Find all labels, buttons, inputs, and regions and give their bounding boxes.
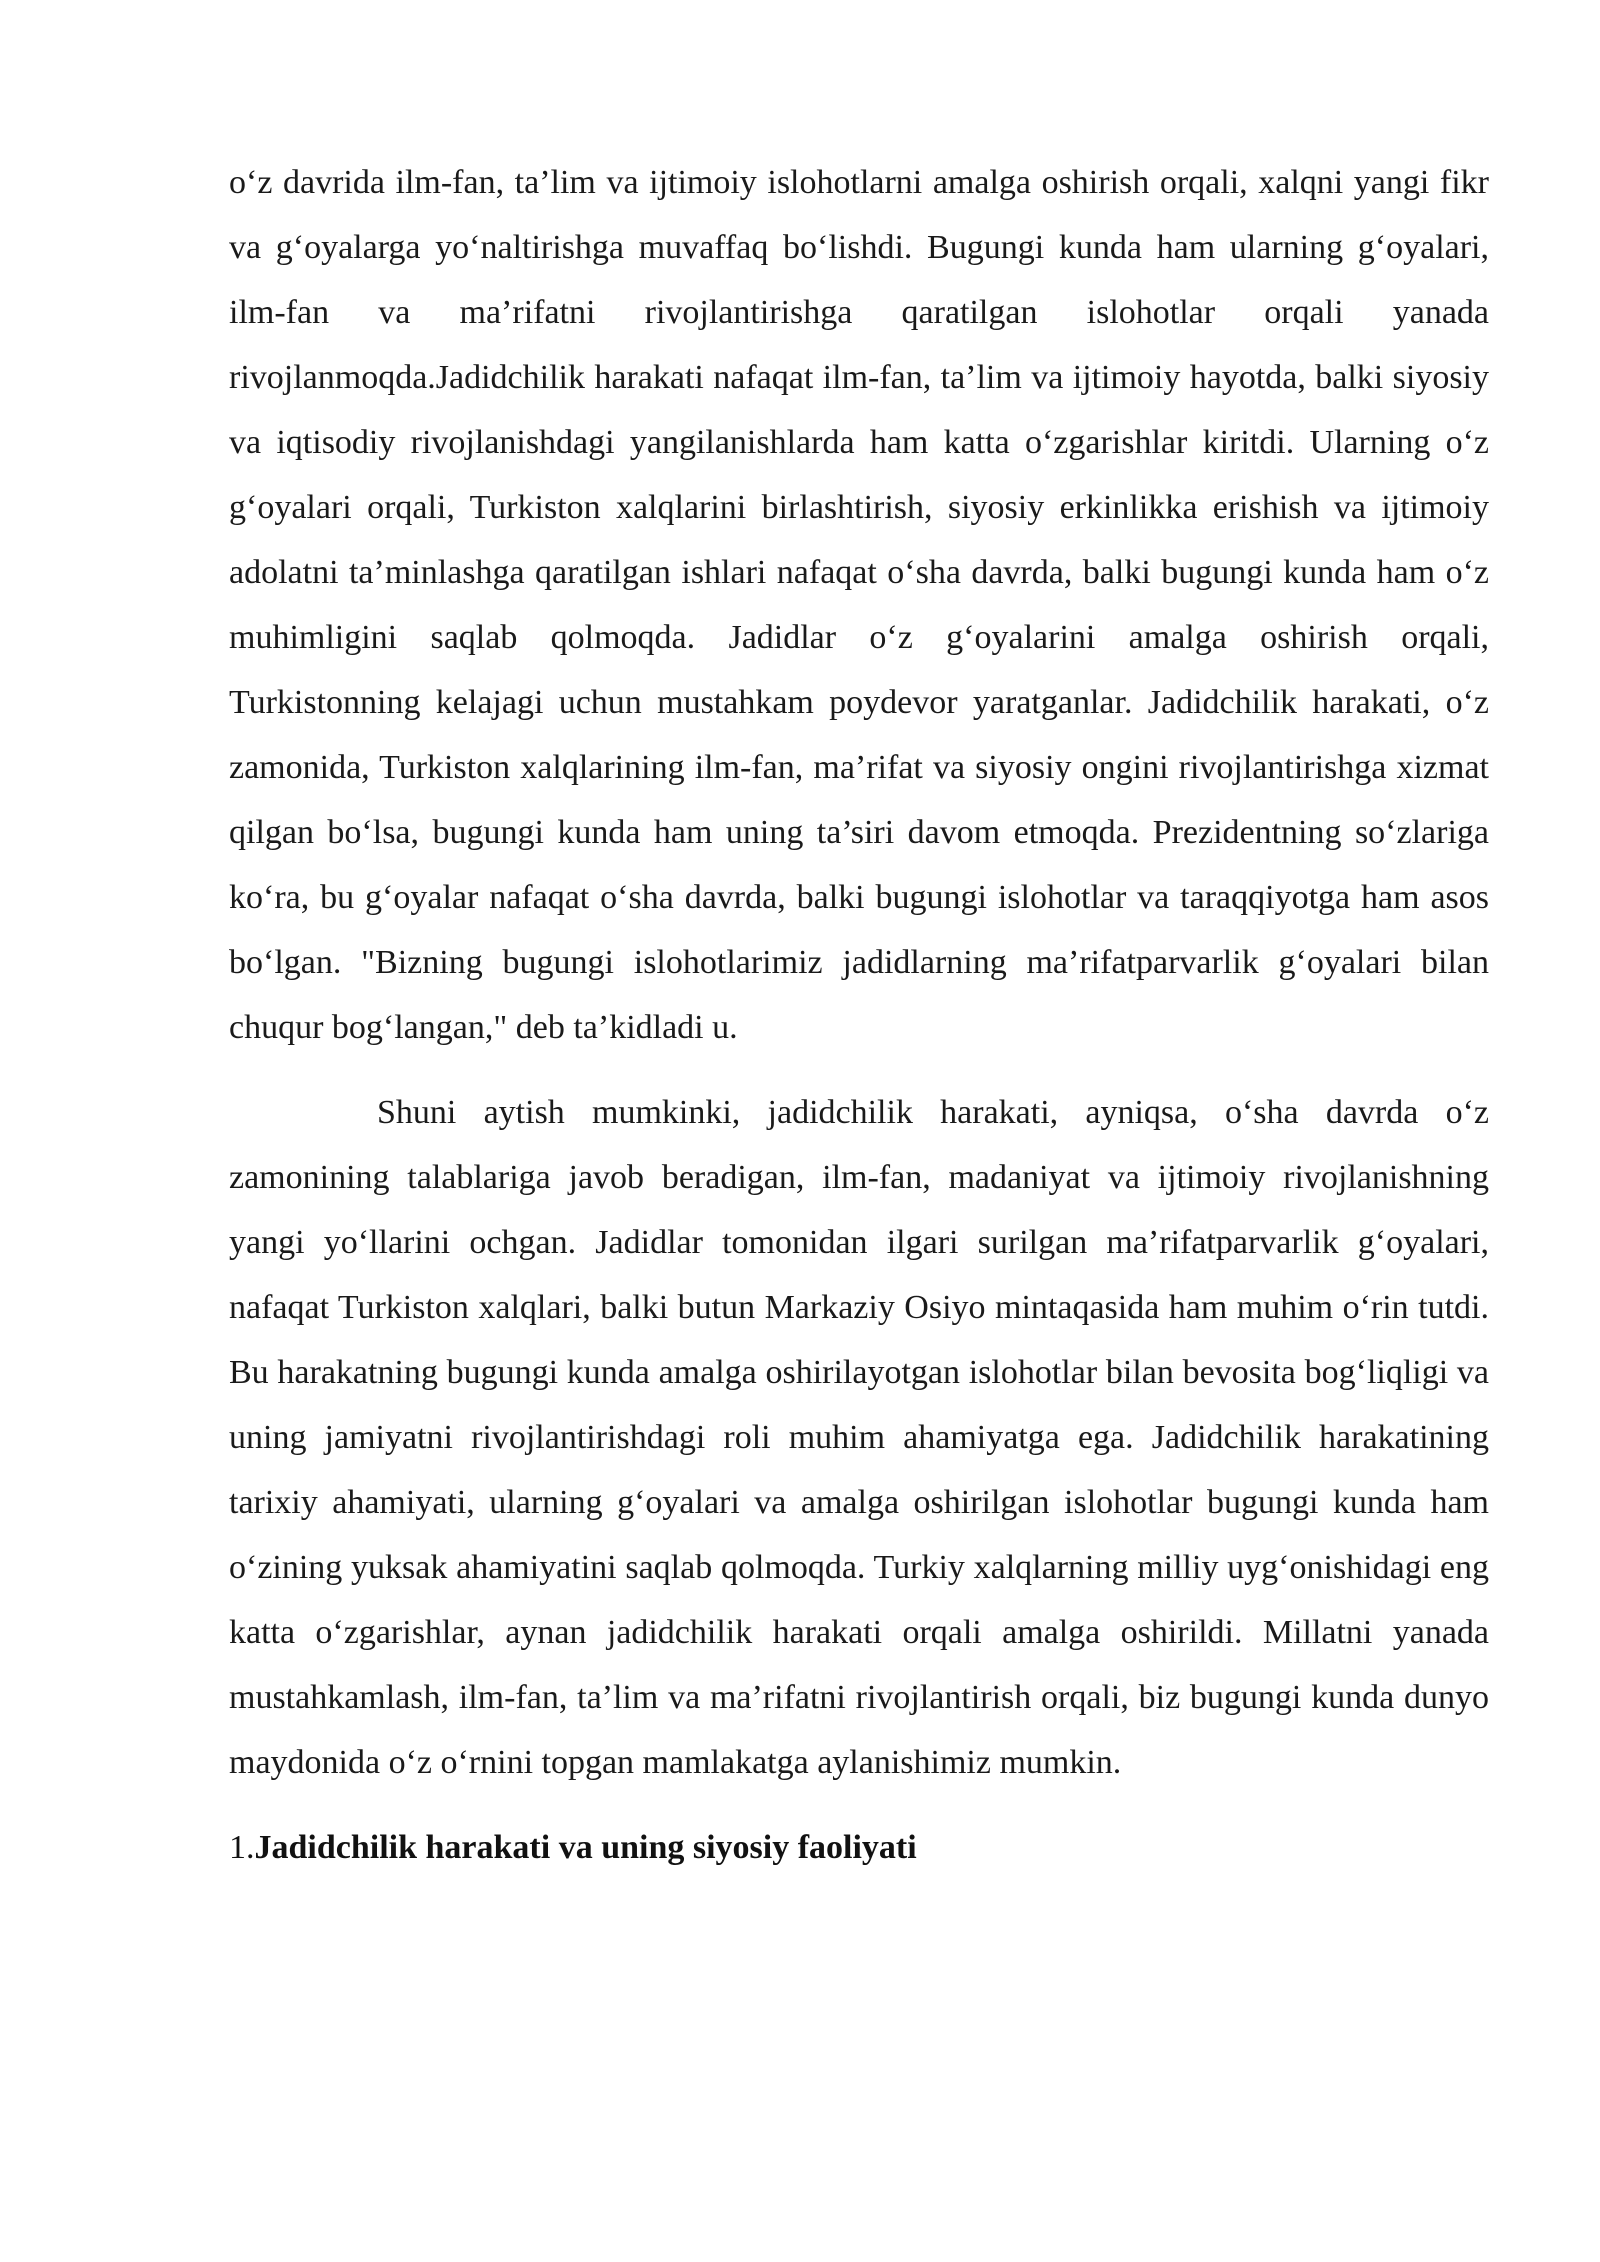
section-heading-number: 1. [229, 1829, 255, 1866]
section-heading [229, 1815, 1489, 1880]
body-paragraph-2: Shuni aytish mumkinki, jadidchilik harakati, ayniqsa, o‘sha davrda o‘z zamonining talablariga javob beradigan, ilm-fan, madaniyat va ijtimoiy rivojlanishning yangi yo‘llarini ochgan. Jadidlar tomonidan ilgari surilgan ma’rifatparvarlik g‘oyalari, nafaqat Turkiston xalqlari, balki butun Markaziy Osiyo mintaqasida ham muhim o‘rin tutdi. Bu harakatning bugungi kunda amalga oshirilayotgan islohotlar bilan bevosita bog‘liqligi va uning jamiyatni rivojlantirishdagi roli muhim ahamiyatga ega. Jadidchilik harakatining tarixiy ahamiyati, ularning g‘oyalari va amalga oshirilgan islohotlar bugungi kunda ham o‘zining yuksak ahamiyatini saqlab qolmoqda. Turkiy xalqlarning milliy uyg‘onishidagi eng katta o‘zgarishlar, aynan jadidchilik harakati orqali amalga oshirildi. Millatni yanada mustahkamlash, ilm-fan, ta’lim va ma’rifatni rivojlantirish orqali, biz bugungi kunda dunyo maydonida o‘z o‘rnini topgan mamlakatga aylanishimiz mumkin. [229, 1094, 1489, 1781]
section-heading-title: Jadidchilik harakati va uning siyosiy faoliyati [254, 1829, 917, 1866]
document-body [229, 150, 1489, 1880]
body-paragraph-1: o‘z davrida ilm-fan, ta’lim va ijtimoiy islohotlarni amalga oshirish orqali, xalqni yangi fikr va g‘oyalarga yo‘naltirishga muvaffaq bo‘lishdi. Bugungi kunda ham ularning g‘oyalari, ilm-fan va ma’rifatni rivojlantirishga qaratilgan islohotlar orqali yanada rivojlanmoqda.Jadidchilik harakati nafaqat ilm-fan, ta’lim va ijtimoiy hayotda, balki siyosiy va iqtisodiy rivojlanishdagi yangilanishlarda ham katta o‘zgarishlar kiritdi. Ularning o‘z g‘oyalari orqali, Turkiston xalqlarini birlashtirish, siyosiy erkinlikka erishish va ijtimoiy adolatni ta’minlashga qaratilgan ishlari nafaqat o‘sha davrda, balki bugungi kunda ham o‘z muhimligini saqlab qolmoqda. Jadidlar o‘z g‘oyalarini amalga oshirish orqali, Turkistonning kelajagi uchun mustahkam poydevor yaratganlar. Jadidchilik harakati, o‘z zamonida, Turkiston xalqlarining ilm-fan, ma’rifat va siyosiy ongini rivojlantirishga xizmat qilgan bo‘lsa, bugungi kunda ham uning ta’siri davom etmoqda. Prezidentning so‘zlariga ko‘ra, bu g‘oyalar nafaqat o‘sha davrda, balki bugungi islohotlar va taraqqiyotga ham asos bo‘lgan. "Bizning bugungi islohotlarimiz jadidlarning ma’rifatparvarlik g‘oyalari bilan chuqur bog‘langan," deb ta’kidladi u. [229, 164, 1489, 1046]
